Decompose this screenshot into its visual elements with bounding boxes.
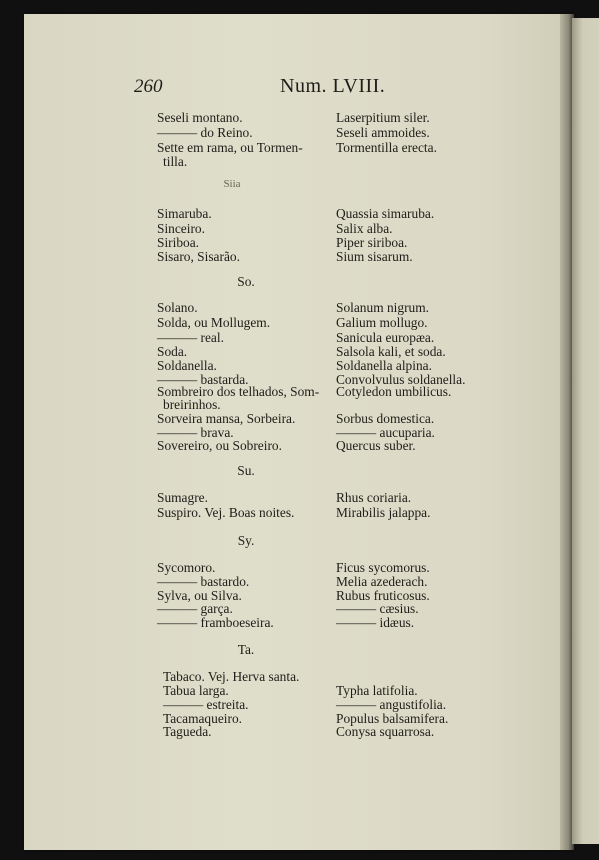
portuguese-name: ——— brava. bbox=[157, 425, 234, 440]
section-heading bbox=[0, 463, 599, 478]
entry-row bbox=[0, 110, 599, 125]
entry-row bbox=[0, 615, 599, 630]
portuguese-name: Sinceiro. bbox=[157, 221, 205, 236]
latin-name: Conysa squarrosa. bbox=[336, 724, 435, 739]
latin-name: ——— angustifolia. bbox=[336, 697, 447, 712]
portuguese-name: ——— bastardo. bbox=[157, 574, 250, 589]
portuguese-name: Sylva, ou Silva. bbox=[157, 588, 242, 603]
portuguese-name: Sumagre. bbox=[157, 490, 208, 505]
section-label: Sy. bbox=[237, 533, 255, 548]
entry-row bbox=[0, 221, 599, 236]
section-heading bbox=[0, 274, 599, 289]
entry-row bbox=[0, 330, 599, 345]
portuguese-name: Sette em rama, ou Tormen- bbox=[157, 140, 303, 155]
entry-row bbox=[0, 560, 599, 575]
portuguese-name: Sycomoro. bbox=[157, 560, 216, 575]
portuguese-name: Tabaco. Vej. Herva santa. bbox=[163, 669, 300, 684]
entry-row bbox=[0, 300, 599, 315]
entry-row bbox=[0, 490, 599, 505]
latin-name: ——— cæsius. bbox=[336, 601, 419, 616]
portuguese-name: Solda, ou Mollugem. bbox=[157, 315, 271, 330]
latin-name: Populus balsamifera. bbox=[336, 711, 449, 726]
latin-name: Sium sisarum. bbox=[336, 249, 413, 264]
portuguese-name: Suspiro. Vej. Boas noites. bbox=[157, 505, 295, 520]
latin-name: Convolvulus soldanella. bbox=[336, 372, 466, 387]
portuguese-name: ——— estreita. bbox=[163, 697, 249, 712]
entry-row bbox=[0, 344, 599, 359]
latin-name: Salsola kali, et soda. bbox=[336, 344, 446, 359]
entry-row bbox=[0, 249, 599, 264]
latin-name: Typha latifolia. bbox=[336, 683, 418, 698]
portuguese-name-continued: breirinhos. bbox=[163, 397, 221, 412]
portuguese-name-continued: tilla. bbox=[163, 154, 188, 169]
section-label: Ta. bbox=[237, 642, 255, 657]
running-head: Num. LVIII. bbox=[280, 75, 386, 97]
entry-row bbox=[0, 505, 599, 520]
latin-name: Sorbus domestica. bbox=[336, 411, 435, 426]
page-number: 260 bbox=[134, 76, 163, 97]
portuguese-name: Soldanella. bbox=[157, 358, 217, 373]
entry-row bbox=[0, 724, 599, 739]
entry-row bbox=[0, 574, 599, 589]
portuguese-name: Sorveira mansa, Sorbeira. bbox=[157, 411, 296, 426]
portuguese-name: Simaruba. bbox=[157, 206, 212, 221]
entry-row bbox=[0, 411, 599, 426]
entry-row bbox=[0, 669, 599, 684]
portuguese-name: Siriboa. bbox=[157, 235, 200, 250]
latin-name: Rhus coriaria. bbox=[336, 490, 412, 505]
entry-row bbox=[0, 206, 599, 221]
latin-name: ——— idæus. bbox=[336, 615, 415, 630]
latin-name: Salix alba. bbox=[336, 221, 393, 236]
portuguese-name: Tagueda. bbox=[163, 724, 212, 739]
show-through-mark: Siia bbox=[223, 178, 241, 190]
portuguese-name: ——— do Reino. bbox=[157, 125, 253, 140]
entry-row bbox=[0, 315, 599, 330]
section-heading bbox=[0, 533, 599, 548]
latin-name: Ficus sycomorus. bbox=[336, 560, 430, 575]
section-label: So. bbox=[237, 274, 255, 289]
portuguese-name: ——— garça. bbox=[157, 601, 233, 616]
section-heading bbox=[0, 642, 599, 657]
entry-row bbox=[0, 601, 599, 616]
latin-name: ——— aucuparia. bbox=[336, 425, 435, 440]
portuguese-name: Tacamaqueiro. bbox=[163, 711, 242, 726]
portuguese-name: Solano. bbox=[157, 300, 198, 315]
portuguese-name: ——— framboeseira. bbox=[157, 615, 274, 630]
latin-name: Galium mollugo. bbox=[336, 315, 428, 330]
latin-name: Piper siriboa. bbox=[336, 235, 408, 250]
entry-row bbox=[0, 358, 599, 373]
entry-row bbox=[0, 125, 599, 140]
latin-name: Laserpitium siler. bbox=[336, 110, 430, 125]
portuguese-name: Sisaro, Sisarão. bbox=[157, 249, 240, 264]
section-label: Su. bbox=[237, 463, 255, 478]
portuguese-name: Tabua larga. bbox=[163, 683, 229, 698]
latin-name: Melia azederach. bbox=[336, 574, 428, 589]
portuguese-name: Sovereiro, ou Sobreiro. bbox=[157, 438, 282, 453]
entry-row bbox=[0, 154, 599, 169]
latin-name: Seseli ammoides. bbox=[336, 125, 430, 140]
portuguese-name: Soda. bbox=[157, 344, 188, 359]
portuguese-name: Sombreiro dos telhados, Som- bbox=[157, 384, 320, 399]
latin-name: Quassia simaruba. bbox=[336, 206, 435, 221]
entry-row bbox=[0, 697, 599, 712]
entry-row bbox=[0, 438, 599, 453]
latin-name: Sanicula europæa. bbox=[336, 330, 435, 345]
portuguese-name: ——— bastarda. bbox=[157, 372, 249, 387]
latin-name: Mirabilis jalappa. bbox=[336, 505, 431, 520]
latin-name: Soldanella alpina. bbox=[336, 358, 432, 373]
entry-row bbox=[0, 683, 599, 698]
latin-name: Solanum nigrum. bbox=[336, 300, 429, 315]
entry-row bbox=[0, 140, 599, 155]
entry-row bbox=[0, 397, 599, 412]
portuguese-name: Seseli montano. bbox=[157, 110, 243, 125]
entry-row bbox=[0, 235, 599, 250]
latin-name: Quercus suber. bbox=[336, 438, 416, 453]
latin-name: Tormentilla erecta. bbox=[336, 140, 437, 155]
latin-name: Cotyledon umbilicus. bbox=[336, 384, 452, 399]
latin-name: Rubus fruticosus. bbox=[336, 588, 430, 603]
portuguese-name: ——— real. bbox=[157, 330, 224, 345]
